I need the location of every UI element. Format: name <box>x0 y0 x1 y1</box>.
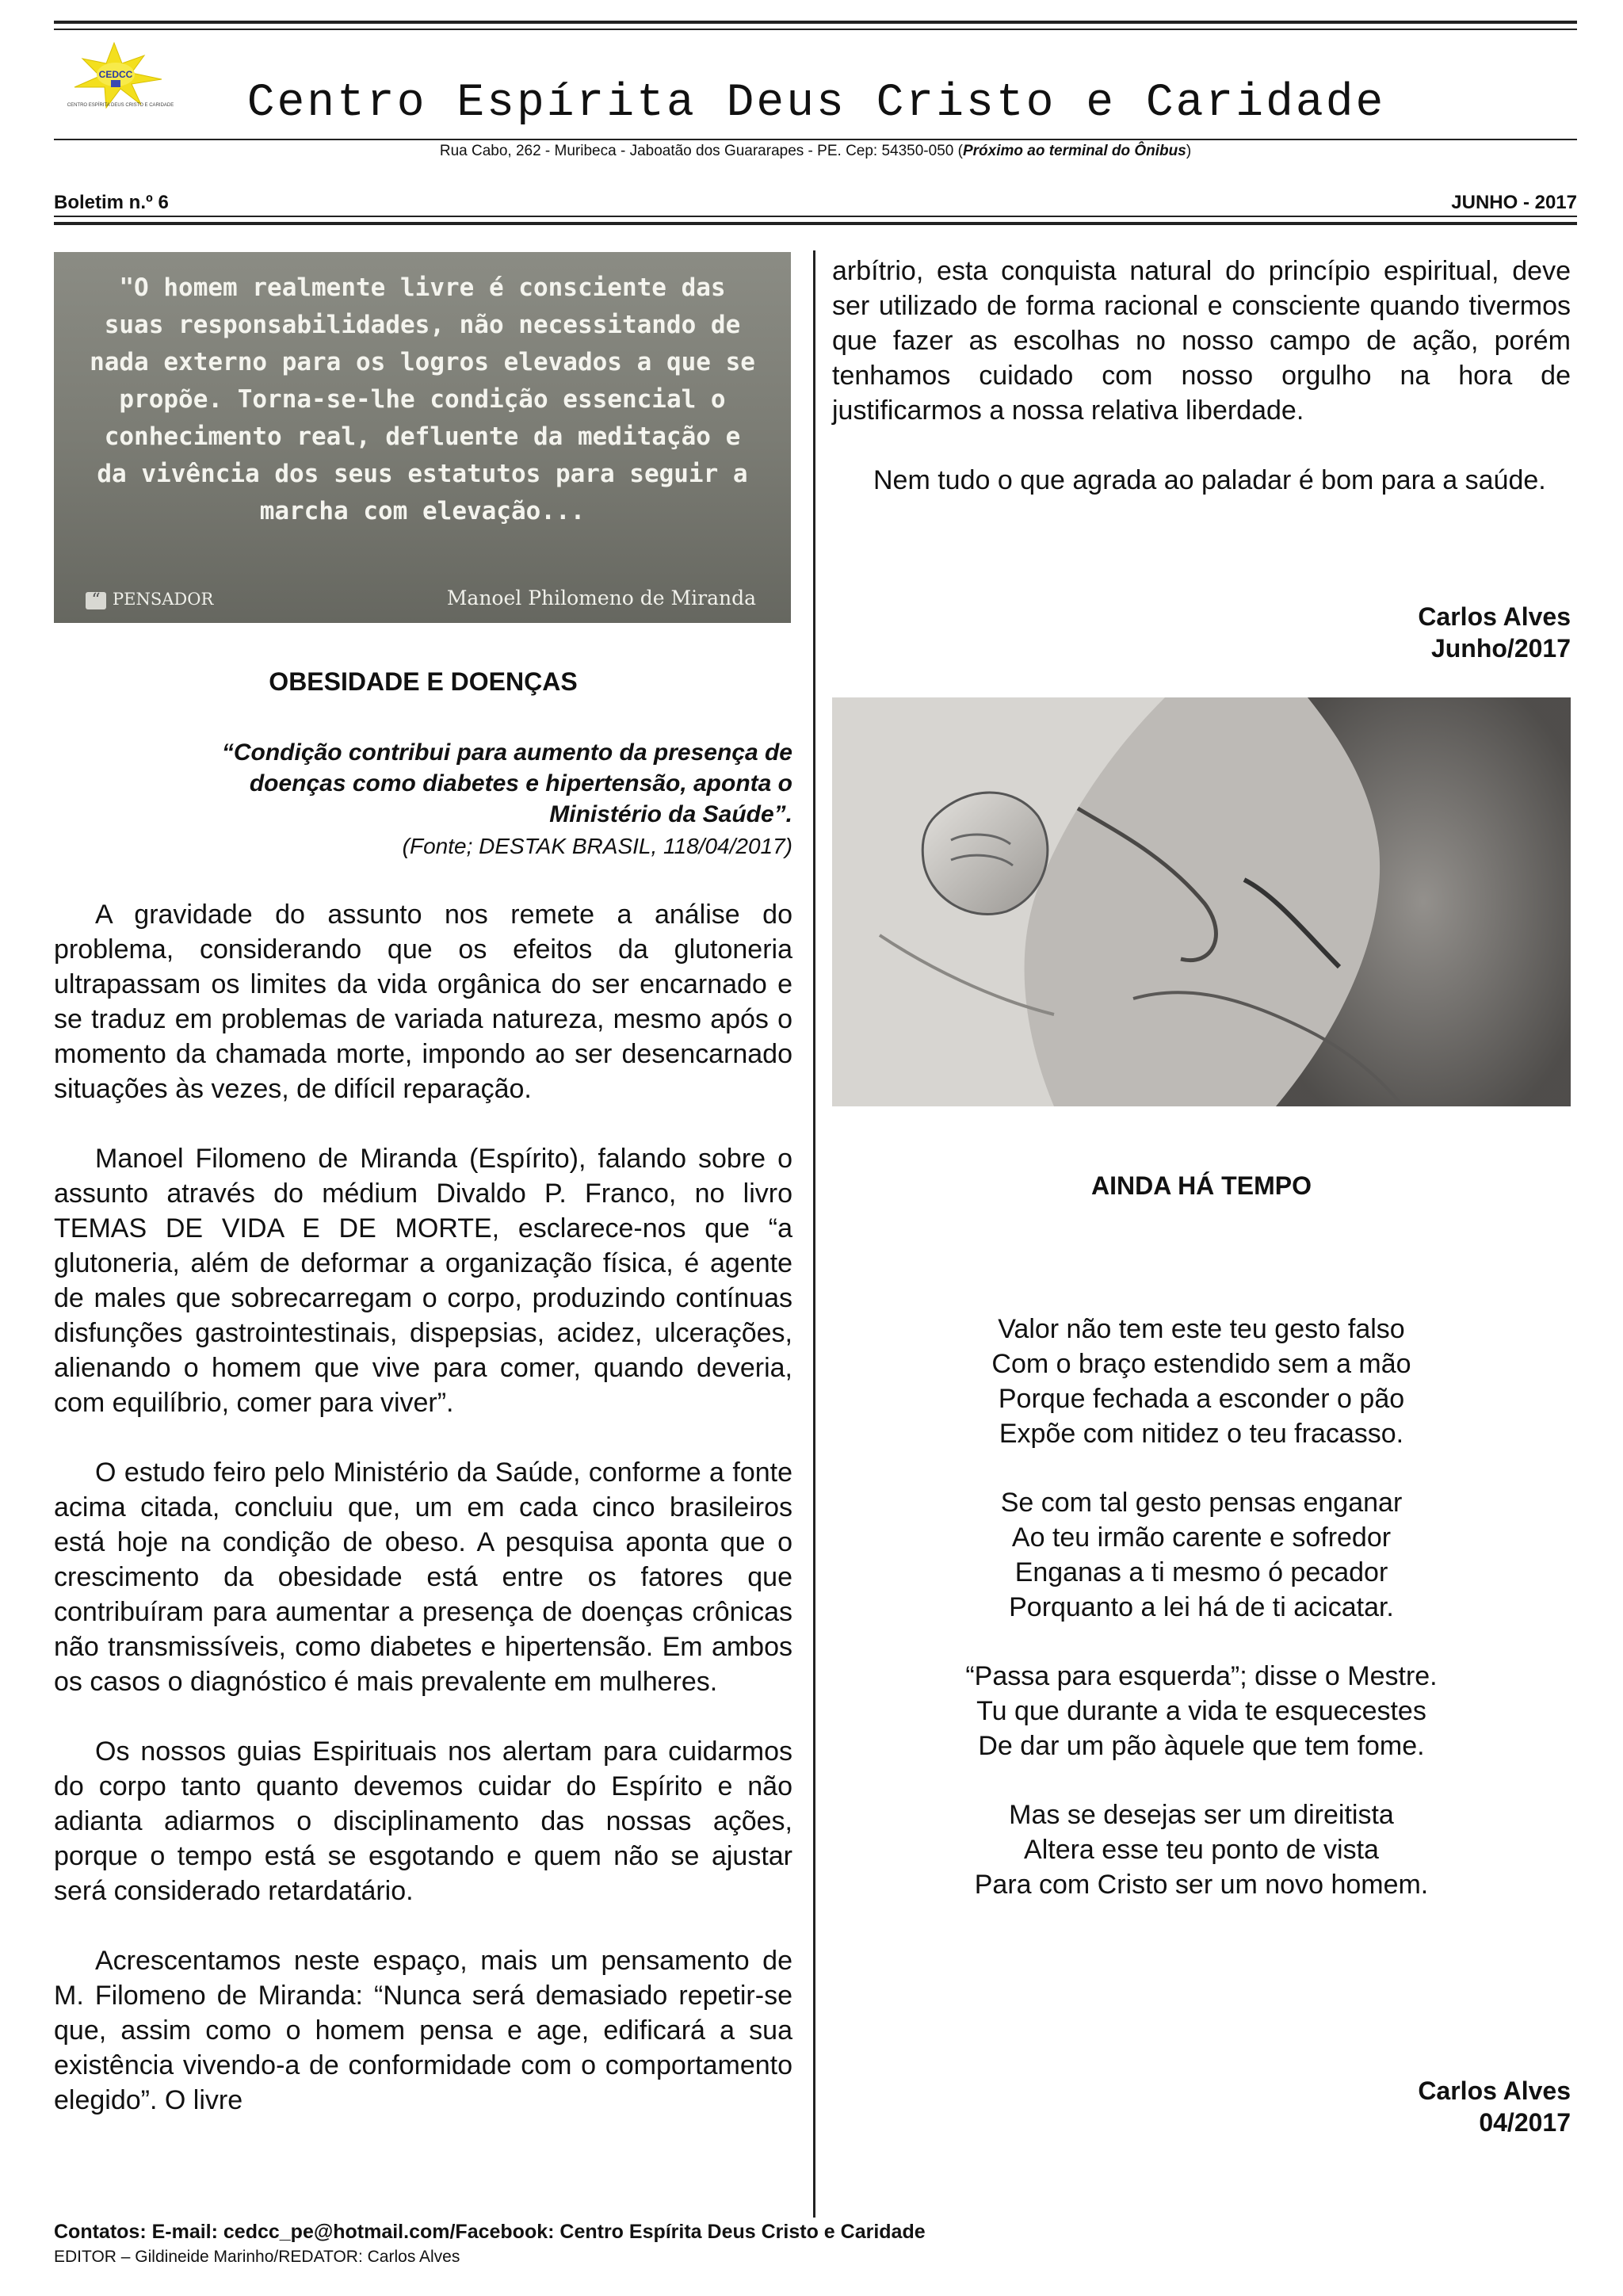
header-rule-thin <box>54 216 1577 217</box>
issue-number: Boletim n.º 6 <box>54 192 169 213</box>
brand-label: PENSADOR <box>113 590 214 609</box>
poem-body <box>832 1312 1571 1936</box>
top-rule-thin <box>54 29 1577 30</box>
header-rule-thick <box>54 222 1577 225</box>
article-continuation <box>832 254 1571 533</box>
poem-line: Valor não tem este teu gesto falso <box>998 1314 1405 1344</box>
issue-date: JUNHO - 2017 <box>1451 192 1577 213</box>
quote-image-text: "O homem realmente livre é consciente das suas responsabilidades, não necessitando de nada externo para os logros elevados a que se propõe. Torna-se-lhe condição essencial o conhecimento real, defluente da meditação e da vivência dos seus estatutos para seguir a marcha com elevação... <box>90 273 755 525</box>
poem-line: Com o braço estendido sem a mão <box>991 1349 1411 1379</box>
article-paragraph: A gravidade do assunto nos remete a análise do problema, considerando que os efeitos da glutoneria ultrapassam os limites da vida orgânica do ser encarnado e se traduz em problemas de variada natureza, mesmo após o momento da chamada morte, impondo ao ser desencarnado situações às vezes, de difícil reparação. <box>54 900 792 1104</box>
address-text: Rua Cabo, 262 - Muribeca - Jaboatão dos Guararapes - PE. Cep: 54350-050 ( <box>439 143 963 159</box>
poem-line: “Passa para esquerda”; disse o Mestre. <box>965 1661 1438 1691</box>
poem-stanza <box>832 1797 1571 1902</box>
quote-mark-icon: “ <box>86 592 106 609</box>
address-line <box>54 143 1577 160</box>
poem-line: Expõe com nitidez o teu fracasso. <box>999 1419 1404 1449</box>
article-paragraph: O estudo feiro pelo Ministério da Saúde, conforme a fonte acima citada, concluiu que, um em cada cinco brasileiros está hoje na condição de obeso. A pesquisa aponta que o crescimento da obesidade está entre os fatores que contribuíram para aumentar a presença de doenças crônicas não transmissíveis, como diabetes e hipertensão. Em ambos os casos o diagnóstico é mais prevalente em mulheres. <box>54 1457 792 1697</box>
article-paragraph: Acrescentamos neste espaço, mais um pensamento de M. Filomeno de Miranda: “Nunca será demasiado repetir-se que, assim como o homem pensa e age, edificará a sua existência vivendo-a de conformidade com o comportamento elegido”. O livre <box>54 1946 792 2115</box>
poem-stanza <box>832 1659 1571 1763</box>
page-title: Centro Espírita Deus Cristo e Caridade <box>246 78 1386 129</box>
poem-stanza <box>832 1312 1571 1451</box>
sketch-illustration <box>832 697 1571 1106</box>
poem-line: Altera esse teu ponto de vista <box>1024 1835 1379 1865</box>
top-rule-thick <box>54 21 1577 24</box>
poem-line: Tu que durante a vida te esquecestes <box>976 1696 1426 1726</box>
logo-caption: CENTRO ESPÍRITA DEUS CRISTO E CARIDADE <box>67 103 174 108</box>
article-paragraph: Manoel Filomeno de Miranda (Espírito), falando sobre o assunto através do médium Divaldo P. Franco, no livro TEMAS DE VIDA E DE MORTE, esclarece-nos que “a glutoneria, além de deformar a organização física, é agente de males que sobrecarregam o corpo, produzindo contínuas disfunções gastrointestinais, dispepsias, acidez, ulcerações, alienando o homem que vive para comer, quando deveria, com equilíbrio, comer para viver”. <box>54 1144 792 1418</box>
poem-line: Ao teu irmão carente e sofredor <box>1011 1522 1392 1553</box>
poem-signature <box>1418 2075 1571 2138</box>
signature-date: 04/2017 <box>1479 2108 1571 2137</box>
article-title: OBESIDADE E DOENÇAS <box>269 667 578 696</box>
closing-paragraph: Nem tudo o que agrada ao paladar é bom para a saúde. <box>873 465 1546 495</box>
column-divider <box>813 250 815 2218</box>
poem-line: Porquanto a lei há de ti acicatar. <box>1009 1592 1394 1622</box>
article-source: (Fonte; DESTAK BRASIL, 118/04/2017) <box>402 834 792 858</box>
footer-credits: EDITOR – Gildineide Marinho/REDATOR: Carlos Alves <box>54 2248 460 2266</box>
signature-date: Junho/2017 <box>1430 634 1571 663</box>
poem-line: De dar um pão àquele que tem fome. <box>978 1731 1425 1761</box>
signature-name: Carlos Alves <box>1418 2076 1571 2105</box>
quote-image <box>54 252 791 623</box>
poem-line: Mas se desejas ser um direitista <box>1009 1800 1394 1830</box>
pensador-brand <box>86 590 213 609</box>
logo-text: CEDCC <box>98 69 133 80</box>
poem-line: Porque fechada a esconder o pão <box>998 1384 1405 1414</box>
title-underline <box>54 139 1577 140</box>
poem-stanza <box>832 1485 1571 1625</box>
footer-contacts: Contatos: E-mail: cedcc_pe@hotmail.com/Facebook: Centro Espírita Deus Cristo e Caridade <box>54 2221 926 2243</box>
signature-name: Carlos Alves <box>1418 602 1571 631</box>
article-signature <box>1418 601 1571 664</box>
poem-title: AINDA HÁ TEMPO <box>1091 1171 1312 1200</box>
continuation-paragraph: arbítrio, esta conquista natural do princípio espiritual, deve ser utilizado de forma racional e consciente quando tivermos que fazer as escolhas no nosso campo de ação, porém tenhamos cuidado com nosso orgulho na hora de justificarmos a nossa relativa liberdade. <box>832 256 1571 426</box>
poem-line: Para com Cristo ser um novo homem. <box>974 1870 1429 1900</box>
address-end: ) <box>1186 143 1192 159</box>
article-subtitle: “Condição contribui para aumento da presença de doenças como diabetes e hipertensão, aponta o Ministério da Saúde”. <box>221 739 792 827</box>
poem-line: Se com tal gesto pensas enganar <box>1000 1488 1403 1518</box>
article-paragraph: Os nossos guias Espirituais nos alertam para cuidarmos do corpo tanto quanto devemos cuidar do Espírito e não adianta adiarmos o disciplinamento das nossas ações, porque o tempo está se esgotando e quem não se ajustar será considerado retardatário. <box>54 1736 792 1906</box>
poem-line: Enganas a ti mesmo ó pecador <box>1014 1557 1388 1587</box>
quote-author: Manoel Philomeno de Miranda <box>446 586 756 609</box>
article-body <box>54 897 792 2153</box>
address-note: Próximo ao terminal do Ônibus <box>962 143 1186 159</box>
